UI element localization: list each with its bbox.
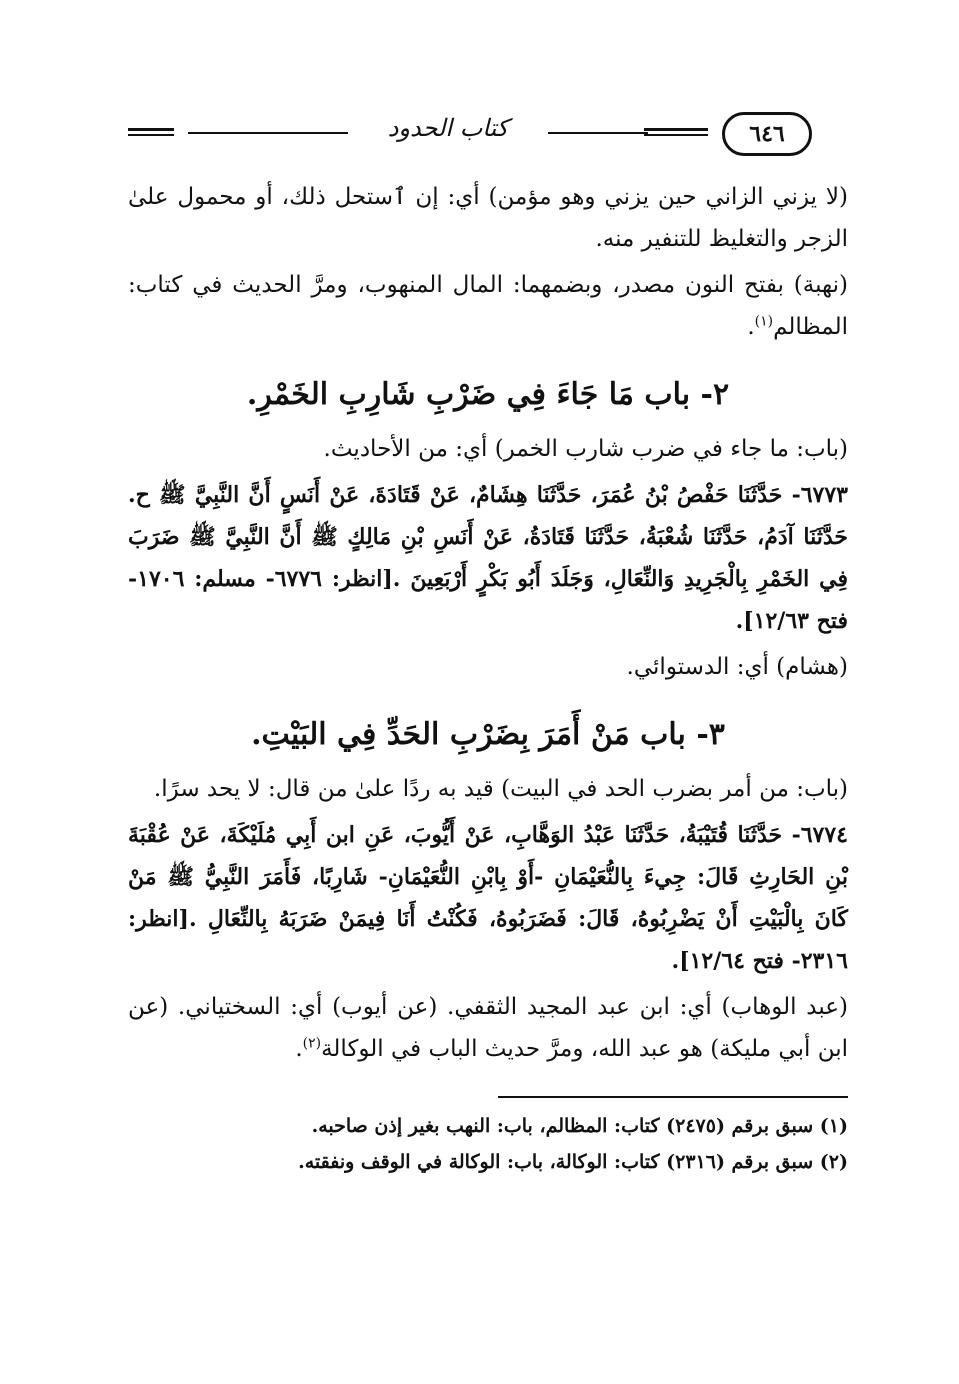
footnote-ref: (١) bbox=[754, 313, 774, 330]
header-ornament-rule bbox=[644, 134, 708, 136]
hadith-text: ٦٧٧٤- حَدَّثَنَا قُتَيْبَةُ، حَدَّثَنَا عَبْدُ الوَهَّابِ، عَنْ أَيُّوبَ، عَنِ ابن أَبِي مُلَيْكَةَ، عَنْ عُقْبَةَ بْنِ الحَارِثِ قَالَ: جِيءَ بِالنُّعَيْمَانِ -أَوْ بِابْنِ النُّعَيْمَانِ- شَارِبًا، فَأَمَرَ النَّبِيُّ ﷺ مَنْ كَانَ بِالْبَيْتِ أَنْ يَضْرِبُوهُ، قَالَ: فَضَرَبُوهُ، فَكُنْتُ أَنَا فِيمَنْ ضَرَبَهُ بِالنِّعَالِ .[انظر: ٢٣١٦- فتح ١٢/٦٤]. bbox=[128, 822, 848, 974]
footnote-separator bbox=[498, 1096, 848, 1098]
hadith-text: ٦٧٧٣- حَدَّثَنَا حَفْصُ بْنُ عُمَرَ، حَدَّثَنَا هِشَامٌ، عَنْ قَتَادَةَ، عَنْ أَنَسٍ أَنَّ النَّبِيَّ ﷺ ح. حَدَّثَنَا آدَمُ، حَدَّثَنَا شُعْبَةُ، حَدَّثَنَا قَتَادَةُ، عَنْ أَنَسِ بْنِ مَالِكٍ ﷺ أَنَّ النَّبِيَّ ﷺ ضَرَبَ فِي الخَمْرِ بِالْجَرِيدِ وَالنِّعَالِ، وَجَلَدَ أَبُو بَكْرٍ أَرْبَعِينَ .[انظر: ٦٧٧٦- مسلم: ١٧٠٦- فتح ١٢/٦٣]. bbox=[128, 482, 849, 634]
commentary-paragraph: (باب: ما جاء في ضرب شارب الخمر) أي: من الأحاديث. bbox=[323, 436, 848, 462]
footnote-ref: (٢) bbox=[302, 1035, 322, 1052]
footnote: (١) سبق برقم (٢٤٧٥) كتاب: المظالم، باب: النهب بغير إذن صاحبه. bbox=[311, 1115, 848, 1137]
commentary-paragraph: (لا يزني الزاني حين يزني وهو مؤمن) أي: إن ٱستحل ذلك، أو محمول علىٰ الزجر والتغليظ للتنفير منه. bbox=[128, 184, 848, 252]
commentary-paragraph: (باب: من أمر بضرب الحد في البيت) قيد به ردًا علىٰ من قال: لا يحد سرًا. bbox=[153, 776, 848, 802]
running-title: كتاب الحدود bbox=[348, 114, 548, 142]
chapter-heading: ٣- باب مَنْ أَمَرَ بِضَرْبِ الحَدِّ فِي البَيْتِ. bbox=[251, 717, 725, 752]
commentary-paragraph: (هشام) أي: الدستوائي. bbox=[626, 654, 848, 680]
footnote: (٢) سبق برقم (٢٣١٦) كتاب: الوكالة، باب: الوكالة في الوقف ونفقته. bbox=[298, 1151, 848, 1173]
book-page bbox=[128, 110, 848, 1180]
page-number: ٦٤٦ bbox=[722, 112, 812, 156]
header-ornament-rule bbox=[128, 128, 174, 131]
header-ornament-rule bbox=[128, 134, 174, 136]
header-ornament-rule bbox=[644, 128, 708, 131]
page-header bbox=[128, 110, 848, 154]
commentary-paragraph: (عبد الوهاب) أي: ابن عبد المجيد الثقفي. (عن أيوب) أي: السختياني. (عن ابن أبي مليكة) هو عبد الله، ومرَّ حديث الباب في الوكالة$^{(٢)}$. bbox=[128, 994, 848, 1062]
chapter-heading: ٢- باب مَا جَاءَ فِي ضَرْبِ شَارِبِ الخَمْرِ. bbox=[246, 377, 730, 412]
commentary-paragraph: (نهبة) بفتح النون مصدر، وبضمهما: المال المنهوب، ومرَّ الحديث في كتاب: المظالم$^{(١)}$. bbox=[128, 272, 848, 340]
